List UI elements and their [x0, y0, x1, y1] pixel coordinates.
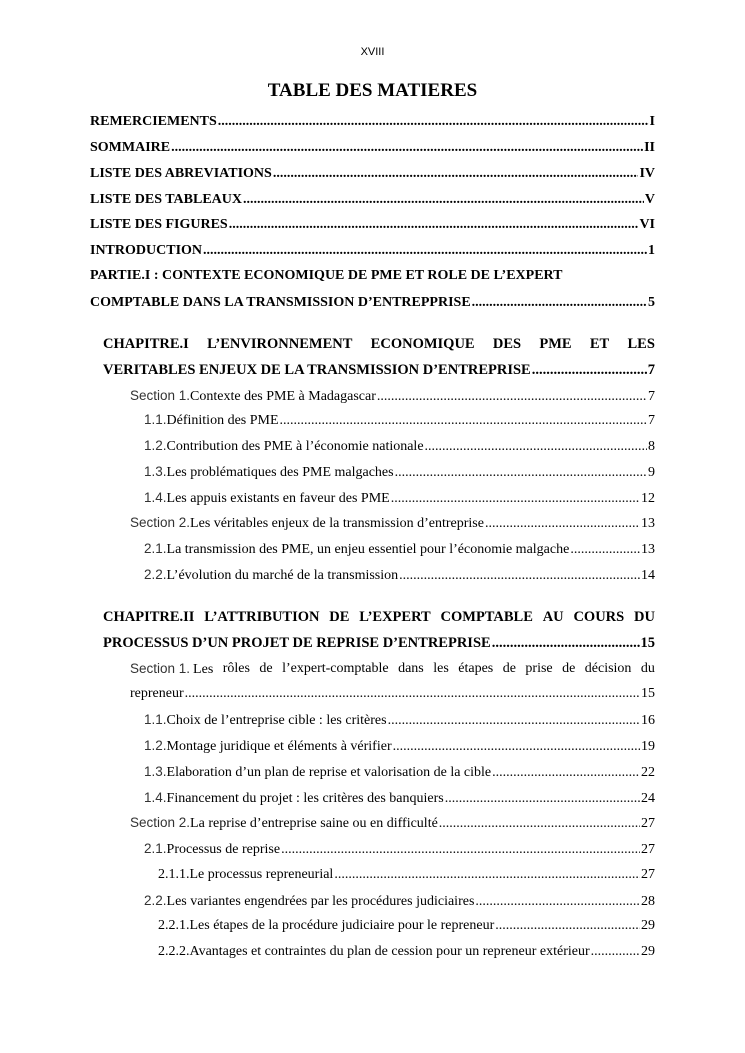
toc-entry-ch2-section2[interactable] — [130, 813, 655, 833]
toc-page: 13 — [641, 516, 655, 531]
toc-page: I — [649, 114, 655, 129]
word: LES — [627, 336, 655, 352]
toc-entry-2-2[interactable] — [144, 565, 655, 585]
word: L’ATTRIBUTION — [204, 609, 320, 625]
toc-entry-partie[interactable] — [90, 293, 655, 313]
leader-dots — [591, 942, 640, 962]
toc-page: IV — [639, 166, 655, 181]
toc-page: 29 — [641, 918, 655, 933]
page-title: TABLE DES MATIERES — [267, 80, 478, 101]
toc-entry-ch2-1-4[interactable] — [144, 788, 655, 808]
toc-page: 27 — [641, 816, 655, 831]
toc-label: Processus de reprise — [166, 842, 281, 857]
toc-entry-tableaux[interactable] — [90, 190, 655, 210]
word: L’ENVIRONNEMENT — [207, 336, 353, 352]
leader-dots — [334, 865, 640, 885]
toc-page: 8 — [648, 439, 655, 454]
toc-entry-ch2-1-1[interactable] — [144, 710, 655, 730]
section-number: 1.4. — [144, 790, 167, 805]
toc-page: 1 — [648, 243, 655, 258]
leader-dots — [185, 684, 640, 704]
toc-page: 15 — [640, 635, 655, 651]
section-number: 1.2. — [144, 438, 167, 453]
toc-label: REMERCIEMENTS — [90, 114, 217, 129]
toc-entry-ch1-section1[interactable] — [130, 386, 655, 406]
leader-dots — [495, 916, 640, 936]
toc-page: V — [644, 192, 655, 207]
section-number: Section 1. — [130, 661, 191, 676]
word: décision — [584, 661, 632, 676]
toc-label: Les variantes engendrées par les procédures judiciaires — [166, 894, 475, 909]
toc-entry-ch2-2-1[interactable] — [144, 839, 655, 859]
toc-page: 27 — [641, 842, 655, 857]
toc-label: INTRODUCTION — [90, 243, 203, 258]
toc-page: 19 — [641, 739, 655, 754]
leader-dots — [570, 540, 640, 560]
toc-label: COMPTABLE DANS LA TRANSMISSION D’ENTREPPRISE — [90, 295, 471, 310]
toc-page: II — [644, 140, 655, 155]
leader-dots — [395, 463, 647, 483]
toc-page: 9 — [648, 465, 655, 480]
toc-label: Elaboration d’un plan de reprise et valorisation de la cible — [166, 765, 492, 780]
leader-dots — [425, 437, 647, 457]
toc-label: Financement du projet : les critères des banquiers — [166, 791, 444, 806]
toc-page: 22 — [641, 765, 655, 780]
leader-dots — [229, 215, 639, 235]
toc-partie-line1[interactable]: PARTIE.I : CONTEXTE ECONOMIQUE DE PME ET ROLE DE L’EXPERT — [90, 268, 563, 283]
toc-label: Les problématiques des PME malgaches — [166, 465, 394, 480]
leader-dots — [218, 112, 649, 132]
section-number: 1.4. — [144, 490, 167, 505]
leader-dots — [280, 411, 647, 431]
toc-label: Les appuis existants en faveur des PME — [166, 491, 390, 506]
leader-dots — [393, 737, 640, 757]
section-number: 2.2. — [144, 893, 167, 908]
toc-page: 27 — [641, 867, 655, 882]
toc-page: 7 — [648, 389, 655, 404]
toc-label: VERITABLES ENJEUX DE LA TRANSMISSION D’ENTREPRISE — [103, 362, 531, 378]
toc-entry-figures[interactable] — [90, 215, 655, 235]
toc-entry-sommaire[interactable] — [90, 138, 655, 158]
toc-label: L’évolution du marché de la transmission — [166, 568, 399, 583]
word: rôles — [222, 661, 250, 676]
leader-dots — [475, 892, 640, 912]
leader-dots — [377, 387, 647, 407]
toc-entry-remerciements[interactable] — [90, 112, 655, 132]
word: de — [562, 661, 576, 676]
word: du — [640, 661, 655, 676]
section-number: 1.3. — [144, 464, 167, 479]
leader-dots — [391, 489, 640, 509]
leader-dots — [445, 789, 640, 809]
toc-entry-ch1-section2[interactable] — [130, 513, 655, 533]
word: de — [259, 661, 273, 676]
toc-entry-ch2-2-2[interactable] — [144, 891, 655, 911]
section-number: Section 2. — [130, 515, 191, 530]
section-number: 1.3. — [144, 764, 167, 779]
word: DES — [492, 336, 522, 352]
word: de — [502, 661, 516, 676]
toc-page: 28 — [641, 894, 655, 909]
toc-entry-2-2-2[interactable] — [158, 942, 655, 962]
section-number: 1.1. — [144, 712, 167, 727]
word: prise — [525, 661, 553, 676]
toc-label: Définition des PME — [166, 413, 279, 428]
toc-label: 2.2.1.Les étapes de la procédure judiciaire pour le repreneur — [158, 918, 495, 933]
leader-dots — [439, 814, 640, 834]
section-number: Section 2. — [130, 815, 191, 830]
word: AU — [542, 609, 564, 625]
toc-label: Choix de l’entreprise cible : les critères — [166, 713, 387, 728]
toc-label: LISTE DES FIGURES — [90, 217, 228, 232]
toc-entry-chapitre2[interactable] — [103, 633, 655, 653]
toc-entry-2-1-1[interactable] — [158, 865, 655, 885]
toc-label: PROCESSUS D’UN PROJET DE REPRISE D’ENTREPRISE — [103, 635, 491, 651]
word: PME — [539, 336, 572, 352]
word: COURS — [573, 609, 625, 625]
toc-label: 2.1.1.Le processus repreneurial — [158, 867, 334, 882]
toc-label: Contribution des PME à l’économie nationale — [166, 439, 424, 454]
toc-entry-1-3[interactable] — [144, 462, 655, 482]
toc-entry-2-2-1[interactable] — [158, 916, 655, 936]
toc-label: LISTE DES ABREVIATIONS — [90, 166, 272, 181]
toc-label: Montage juridique et éléments à vérifier — [166, 739, 392, 754]
leader-dots — [492, 633, 640, 653]
toc-entry-ch2-1-2[interactable] — [144, 736, 655, 756]
toc-page: 7 — [647, 362, 655, 378]
word: CHAPITRE.I — [103, 336, 189, 352]
toc-page: 13 — [641, 542, 655, 557]
word: ET — [589, 336, 610, 352]
leader-dots — [203, 241, 647, 261]
leader-dots — [485, 514, 640, 534]
word: DU — [634, 609, 655, 625]
toc-page: 14 — [641, 568, 655, 583]
toc-page: VI — [639, 217, 655, 232]
page-number: XVIII — [360, 46, 385, 58]
leader-dots — [492, 763, 640, 783]
toc-page: 7 — [648, 413, 655, 428]
word: les — [433, 661, 449, 676]
toc-entry-2-1[interactable] — [144, 539, 655, 559]
toc-label: SOMMAIRE — [90, 140, 171, 155]
word: l’expert-comptable — [282, 661, 389, 676]
leader-dots — [281, 840, 640, 860]
word: Les — [193, 662, 214, 677]
word: dans — [398, 661, 424, 676]
section-number: Section 1. — [130, 388, 191, 403]
section-number: 2.1. — [144, 541, 167, 556]
leader-dots — [399, 566, 640, 586]
word: ECONOMIQUE — [370, 336, 475, 352]
leader-dots — [472, 293, 647, 313]
toc-entry-1-2[interactable] — [144, 436, 655, 456]
toc-ch2-section1-line1[interactable] — [130, 659, 655, 680]
toc-page: 29 — [641, 944, 655, 959]
toc-page: 12 — [641, 491, 655, 506]
toc-entry-ch2-section1[interactable] — [130, 684, 655, 704]
toc-page: 5 — [648, 295, 655, 310]
toc-page: 15 — [641, 686, 655, 701]
leader-dots — [532, 360, 647, 380]
toc-label: Les véritables enjeux de la transmission d’entreprise — [190, 516, 484, 531]
word: COMPTABLE — [440, 609, 533, 625]
toc-chapitre2-line1[interactable] — [103, 607, 655, 627]
leader-dots — [388, 711, 640, 731]
toc-entry-1-4[interactable] — [144, 488, 655, 508]
section-number: 2.1. — [144, 841, 167, 856]
word: L’EXPERT — [359, 609, 431, 625]
toc-chapitre1-line1[interactable] — [103, 334, 655, 354]
section-number: 1.2. — [144, 738, 167, 753]
toc-label: La transmission des PME, un enjeu essentiel pour l’économie malgache — [166, 542, 570, 557]
toc-entry-abreviations[interactable] — [90, 164, 655, 184]
toc-entry-ch2-1-3[interactable] — [144, 762, 655, 782]
toc-entry-1-1[interactable] — [144, 410, 655, 430]
toc-label: repreneur — [130, 686, 184, 701]
toc-entry-chapitre1[interactable] — [103, 360, 655, 380]
leader-dots — [171, 138, 643, 158]
word: étapes — [458, 661, 494, 676]
toc-label: Contexte des PME à Madagascar — [190, 389, 376, 404]
leader-dots — [243, 190, 644, 210]
leader-dots — [273, 164, 639, 184]
section-number: 2.2. — [144, 567, 167, 582]
section-number: 1.1. — [144, 412, 167, 427]
word: CHAPITRE.II — [103, 609, 195, 625]
toc-label: 2.2.2.Avantages et contraintes du plan de cession pour un repreneur extérieur — [158, 944, 590, 959]
toc-entry-introduction[interactable] — [90, 241, 655, 261]
toc-label: LISTE DES TABLEAUX — [90, 192, 242, 207]
toc-page: 16 — [641, 713, 655, 728]
word: DE — [329, 609, 350, 625]
toc-page: 24 — [641, 791, 655, 806]
toc-label: La reprise d’entreprise saine ou en difficulté — [190, 816, 438, 831]
